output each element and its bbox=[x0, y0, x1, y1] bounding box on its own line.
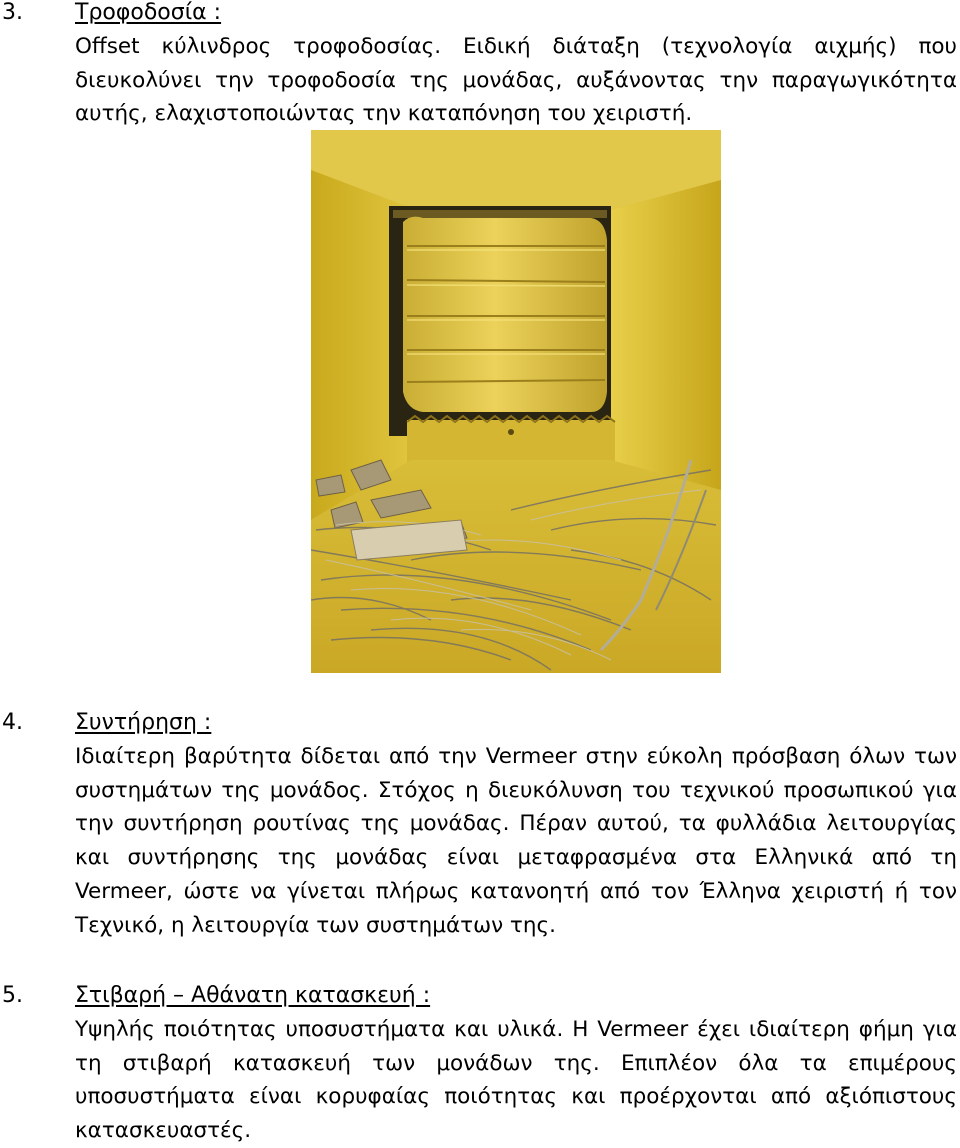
section-body: Offset κύλινδρος τροφοδοσίας. Ειδική διάταξη (τεχνολογία αιχμής) που διευκολύνει την τροφοδοσία της μονάδας, αυξάνοντας την παραγωγικότητα αυτής, ελαχιστοποιώντας την καταπόνηση του χειριστή. bbox=[75, 34, 957, 127]
section-body: Υψηλής ποιότητας υποσυστήματα και υλικά. Η Vermeer έχει ιδιαίτερη φήμη για τη στιβαρή κατασκευή των μονάδων της. Επιπλέον όλα τα επιμέρους υποσυστήματα είναι κορυφαίας ποιότητας και προέρχονται από αξιόπιστους κατασκευαστές. bbox=[75, 1017, 957, 1144]
feed-roller-photo bbox=[311, 130, 721, 673]
section-number: 5. bbox=[2, 983, 23, 1008]
section-heading: Τροφοδοσία : bbox=[75, 0, 222, 25]
section-number: 4. bbox=[2, 710, 23, 735]
section-body: Ιδιαίτερη βαρύτητα δίδεται από την Vermeer στην εύκολη πρόσβαση όλων των συστημάτων της μονάδος. Στόχος η διευκόλυνση του τεχνικού προσωπικού για την συντήρηση ρουτίνας της μονάδας. Πέραν αυτού, τα φυλλάδια λειτουργίας και συντήρησης της μονάδας είναι μεταφρασμένα στα Ελληνικά από τη Vermeer, ώστε να γίνεται πλήρως κατανοητή από τον Έλληνα χειριστή ή τον Τεχνικό, η λειτουργία των συστημάτων της. bbox=[75, 744, 957, 938]
section-heading: Συντήρηση : bbox=[75, 710, 212, 735]
section-number: 3. bbox=[2, 0, 23, 25]
section-heading: Στιβαρή – Αθάνατη κατασκευή : bbox=[75, 983, 431, 1008]
